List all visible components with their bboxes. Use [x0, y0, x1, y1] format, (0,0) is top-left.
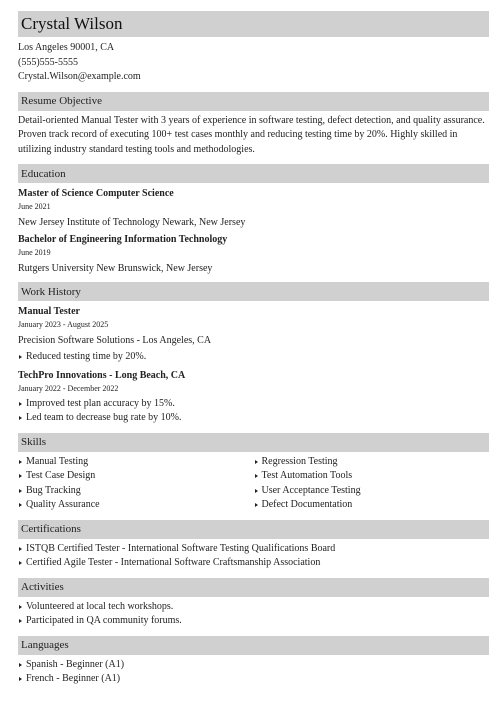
list-item: Spanish - Beginner (A1) [18, 658, 489, 673]
list-item: ISTQB Certified Tester - International Software Testing Qualifications Board [18, 542, 489, 557]
name-header [18, 11, 489, 37]
email: Crystal.Wilson@example.com [18, 71, 141, 82]
list-item: Test Automation Tools [254, 469, 490, 484]
section-heading-activities: Activities [18, 578, 489, 597]
job-bullets [18, 350, 489, 365]
activities-list [18, 600, 489, 629]
phone: (555)555-5555 [18, 56, 78, 68]
graduation-date: June 2021 [18, 202, 51, 211]
degree: Master of Science Computer Science [18, 188, 174, 199]
skills-column-right [254, 455, 490, 513]
contact-info [18, 41, 489, 85]
job-title: Manual Tester [18, 306, 80, 317]
list-item: User Acceptance Testing [254, 484, 490, 499]
list-item: Bug Tracking [18, 484, 254, 499]
degree: Bachelor of Engineering Information Technology [18, 234, 228, 245]
education-entry [18, 187, 489, 229]
list-item: Led team to decrease bug rate by 10%. [18, 411, 489, 426]
languages-list [18, 658, 489, 687]
list-item: Quality Assurance [18, 498, 254, 513]
graduation-date: June 2019 [18, 248, 51, 257]
job-entry [18, 305, 489, 365]
section-heading-work-history: Work History [18, 282, 489, 301]
job-entry [18, 369, 489, 426]
list-item: Regression Testing [254, 455, 490, 470]
list-item: Reduced testing time by 20%. [18, 350, 489, 365]
company: Precision Software Solutions - Los Angeles, CA [18, 335, 212, 346]
list-item: Manual Testing [18, 455, 254, 470]
skills-column-left [18, 455, 254, 513]
section-heading-objective: Resume Objective [18, 92, 489, 111]
candidate-name: Crystal Wilson [21, 14, 123, 33]
job-bullets [18, 397, 489, 426]
list-item: Improved test plan accuracy by 15%. [18, 397, 489, 412]
list-item: Participated in QA community forums. [18, 614, 489, 629]
address: Los Angeles 90001, CA [18, 42, 115, 53]
school: Rutgers University New Brunswick, New Jersey [18, 263, 213, 274]
list-item: Defect Documentation [254, 498, 490, 513]
section-heading-skills: Skills [18, 433, 489, 452]
certifications-list [18, 542, 489, 571]
section-heading-certifications: Certifications [18, 520, 489, 539]
list-item: French - Beginner (A1) [18, 672, 489, 687]
job-title: TechPro Innovations - Long Beach, CA [18, 369, 186, 381]
education-entry [18, 233, 489, 275]
list-item: Test Case Design [18, 469, 254, 484]
resume-page [18, 11, 489, 687]
school: New Jersey Institute of Technology Newark, New Jersey [18, 217, 246, 228]
list-item: Volunteered at local tech workshops. [18, 600, 489, 615]
section-heading-education: Education [18, 164, 489, 183]
job-dates: January 2022 - December 2022 [18, 383, 119, 393]
list-item: Certified Agile Tester - International Software Craftsmanship Association [18, 556, 489, 571]
job-dates: January 2023 - August 2025 [18, 320, 109, 329]
skills-grid [18, 455, 489, 513]
section-heading-languages: Languages [18, 636, 489, 655]
objective-text: Detail-oriented Manual Tester with 3 years of experience in software testing, defect detection, and quality assurance. Proven track record of executing 100+ test cases monthly and reducing testing time by 20%. Highly skilled in utilizing industry standard testing tools and methodologies. [18, 114, 485, 155]
